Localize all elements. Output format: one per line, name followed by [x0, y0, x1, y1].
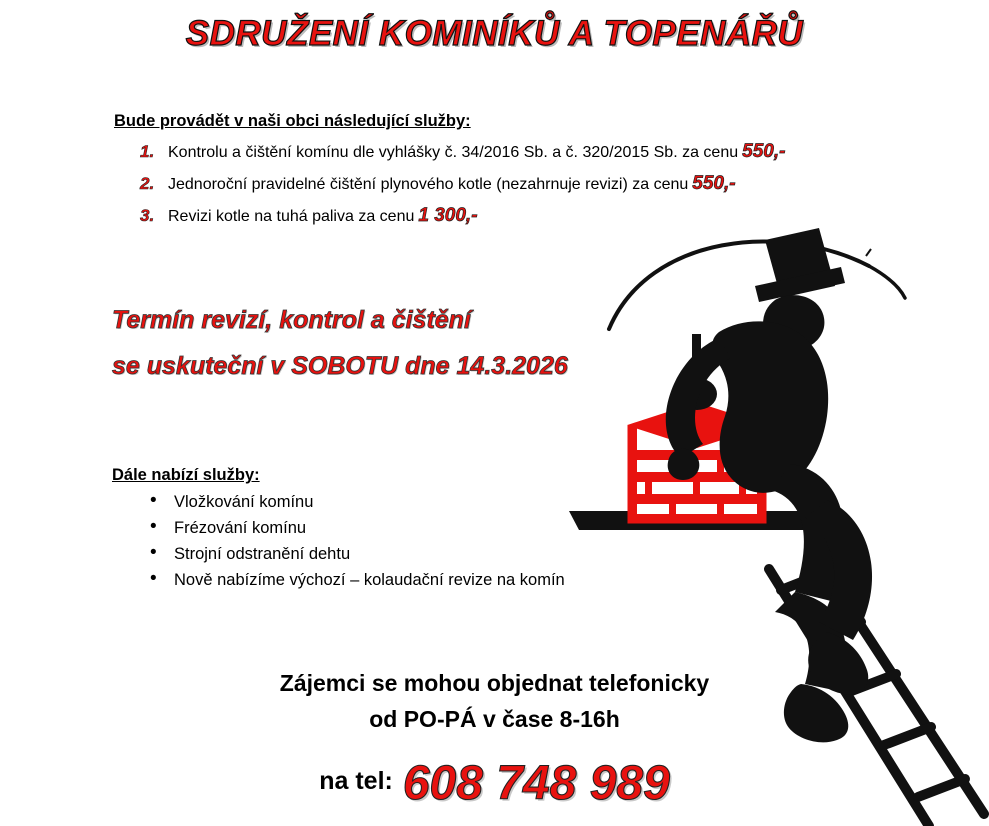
service-text-1: Kontrolu a čištění komínu dle vyhlášky č. 34/2016 Sb. a č. 320/2015 Sb. za cenu — [168, 144, 739, 161]
further-services-list — [112, 489, 565, 593]
list-item: • Strojní odstranění dehtu — [112, 541, 565, 567]
list-item: • Vložkování komínu — [112, 489, 565, 515]
service-item-2 — [140, 173, 736, 195]
service-item-3 — [140, 205, 478, 227]
service-text-3: Revizi kotle na tuhá paliva za cenu — [168, 208, 415, 225]
further-services-heading: Dále nabízí služby: — [112, 466, 260, 484]
service-price-2: 550,- — [692, 173, 736, 194]
service-number-2: 2. — [140, 174, 155, 193]
chimney-sweep-illustration — [569, 214, 989, 826]
service-item-1 — [140, 141, 785, 163]
term-line-1: Termín revizí, kontrol a čištění — [112, 306, 471, 334]
services-heading: Bude provádět v naši obci následující služby: — [114, 112, 471, 130]
list-item: • Nově nabízíme výchozí – kolaudační revize na komín — [112, 567, 565, 593]
contact-line-1: Zájemci se mohou objednat telefonicky — [279, 670, 710, 696]
service-number-1: 1. — [140, 142, 155, 161]
phone-row — [0, 756, 989, 811]
contact-line-2: od PO-PÁ v čase 8-16h — [369, 706, 620, 732]
service-number-3: 3. — [140, 206, 155, 225]
phone-label: na tel: — [319, 767, 393, 795]
term-line-2: se uskuteční v SOBOTU dne 14.3.2026 — [112, 352, 568, 380]
list-item: • Frézování komínu — [112, 515, 565, 541]
service-price-3: 1 300,- — [418, 205, 478, 226]
service-price-1: 550,- — [742, 141, 786, 162]
page-title: SDRUŽENÍ KOMINÍKŮ A TOPENÁŘŮ — [185, 14, 804, 53]
service-text-2: Jednoroční pravidelné čištění plynového kotle (nezahrnuje revizi) za cenu — [168, 176, 689, 193]
phone-number: 608 748 989 — [402, 757, 670, 810]
